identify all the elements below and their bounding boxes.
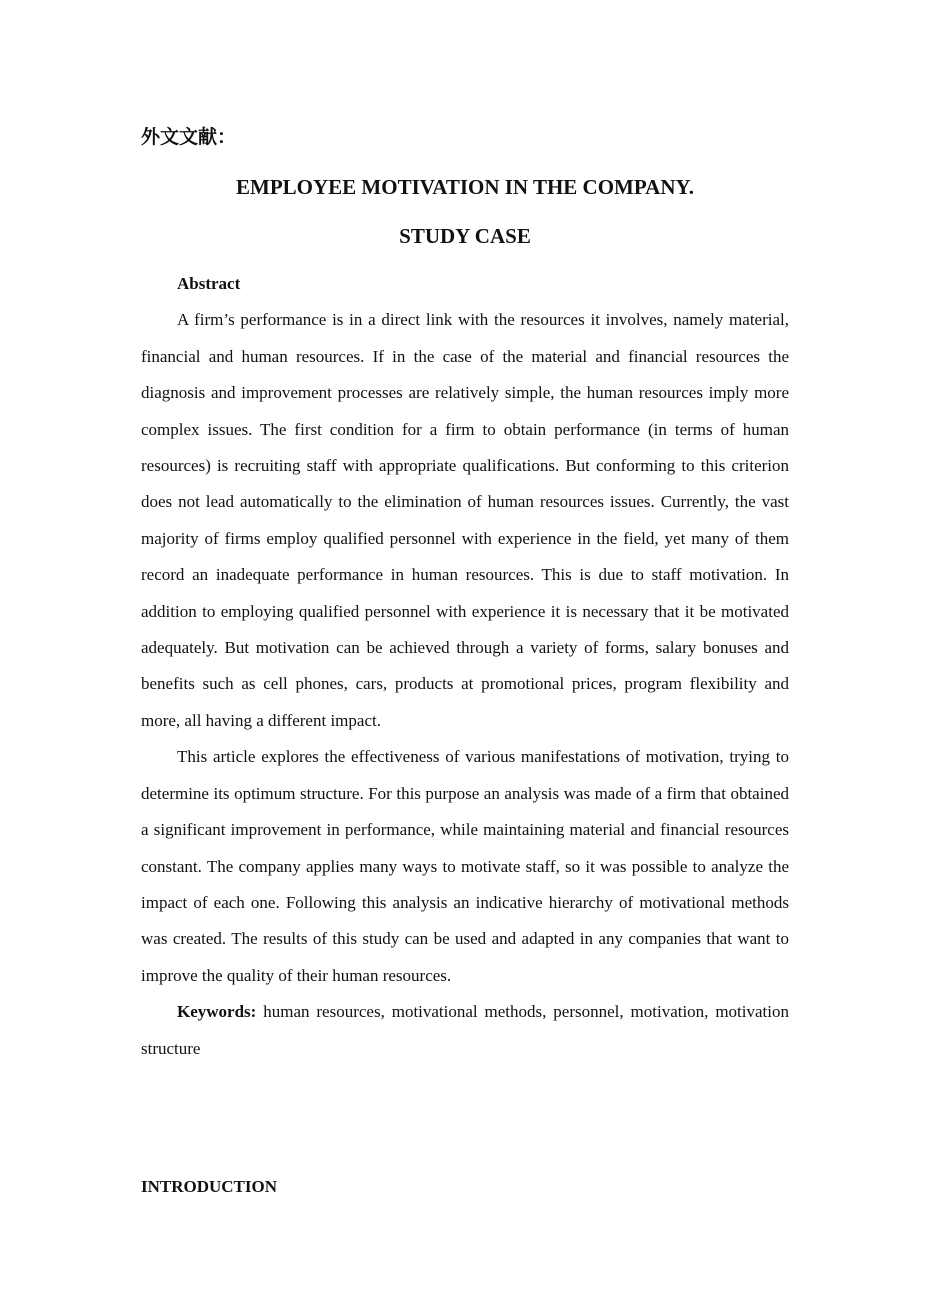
foreign-literature-label: 外文文献： (141, 126, 237, 148)
keywords-text: human resources, motivational methods, personnel, motivation, motivation structure (141, 1002, 789, 1058)
article-title-line-1: EMPLOYEE MOTIVATION IN THE COMPANY. (236, 175, 694, 199)
keywords-paragraph (141, 994, 789, 1067)
abstract-heading: Abstract (177, 274, 241, 293)
abstract-paragraph-1: A firm’s performance is in a direct link with the resources it involves, namely material, financial and human resources. If in the case of the material and financial resources the diagnosis and improvement processes are relatively simple, the human resources imply more complex issues. The first condition for a firm to obtain performance (in terms of human resources) is recruiting staff with appropriate qualifications. But conforming to this criterion does not lead automatically to the elimination of human resources issues. Currently, the vast majority of firms employ qualified personnel with experience in the field, yet many of them record an inadequate performance in human resources. This is due to staff motivation. In addition to employing qualified personnel with experience it is necessary that it be motivated adequately. But motivation can be achieved through a variety of forms, salary bonuses and benefits such as cell phones, cars, products at promotional prices, program flexibility and more, all having a different impact. (141, 310, 789, 730)
abstract-paragraph-2: This article explores the effectiveness of various manifestations of motivation, trying to determine its optimum structure. For this purpose an analysis was made of a firm that obtained a significant improvement in performance, while maintaining material and financial resources constant. The company applies many ways to motivate staff, so it was possible to analyze the impact of each one. Following this analysis an indicative hierarchy of motivational methods was created. The results of this study can be used and adapted in any companies that want to improve the quality of their human resources. (141, 747, 789, 985)
keywords-label: Keywords: (177, 1002, 257, 1022)
article-title-line-2: STUDY CASE (399, 224, 531, 248)
abstract-section (141, 266, 789, 1067)
introduction-heading: INTRODUCTION (141, 1177, 278, 1196)
